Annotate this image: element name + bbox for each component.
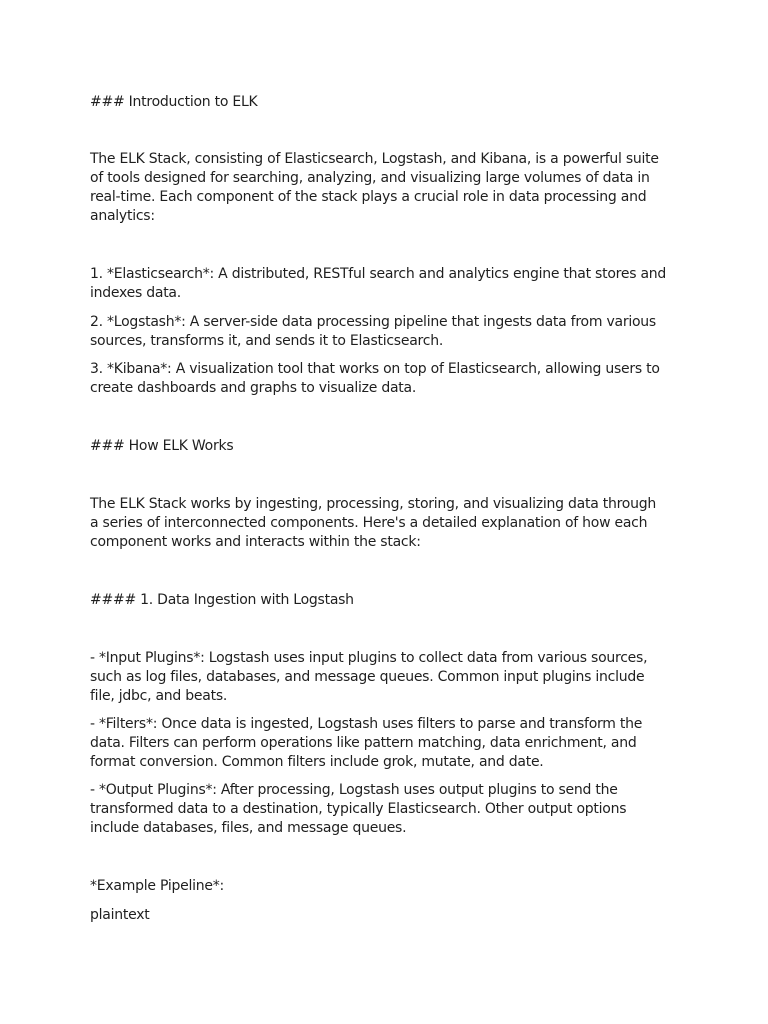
intro-paragraph-line: of tools designed for searching, analyzing, and visualizing large volumes of data in: [90, 170, 650, 186]
bullet-filters-line: format conversion. Common filters include grok, mutate, and date.: [90, 754, 544, 770]
bullet-output-plugins-line: transformed data to a destination, typically Elasticsearch. Other output options: [90, 801, 627, 817]
bullet-output-plugins-line: include databases, files, and message queues.: [90, 820, 407, 836]
how-paragraph-line: a series of interconnected components. Here's a detailed explanation of how each: [90, 515, 648, 531]
bullet-filters-line: data. Filters can perform operations like pattern matching, data enrichment, and: [90, 735, 637, 751]
heading-how-elk-works: ### How ELK Works: [90, 438, 234, 454]
bullet-input-plugins-line: such as log files, databases, and message queues. Common input plugins include: [90, 669, 645, 685]
how-paragraph-line: The ELK Stack works by ingesting, processing, storing, and visualizing data through: [90, 496, 656, 512]
intro-paragraph-line: analytics:: [90, 208, 155, 224]
how-paragraph-line: component works and interacts within the stack:: [90, 534, 421, 550]
heading-introduction: ### Introduction to ELK: [90, 94, 258, 110]
intro-paragraph-line: real-time. Each component of the stack plays a crucial role in data processing and: [90, 189, 647, 205]
bullet-input-plugins-line: file, jdbc, and beats.: [90, 688, 228, 704]
bullet-input-plugins-line: - *Input Plugins*: Logstash uses input plugins to collect data from various sources,: [90, 650, 648, 666]
heading-data-ingestion: #### 1. Data Ingestion with Logstash: [90, 592, 354, 608]
bullet-output-plugins-line: - *Output Plugins*: After processing, Logstash uses output plugins to send the: [90, 782, 618, 798]
component-logstash-line: sources, transforms it, and sends it to Elasticsearch.: [90, 333, 444, 349]
component-elasticsearch-line: indexes data.: [90, 285, 181, 301]
code-language-label: plaintext: [90, 907, 150, 923]
example-pipeline-label: *Example Pipeline*:: [90, 878, 224, 894]
component-elasticsearch-line: 1. *Elasticsearch*: A distributed, RESTful search and analytics engine that stores and: [90, 266, 667, 282]
component-kibana-line: 3. *Kibana*: A visualization tool that works on top of Elasticsearch, allowing users to: [90, 361, 660, 377]
intro-paragraph-line: The ELK Stack, consisting of Elasticsearch, Logstash, and Kibana, is a powerful suite: [90, 151, 659, 167]
component-logstash-line: 2. *Logstash*: A server-side data processing pipeline that ingests data from various: [90, 314, 656, 330]
component-kibana-line: create dashboards and graphs to visualize data.: [90, 380, 417, 396]
bullet-filters-line: - *Filters*: Once data is ingested, Logstash uses filters to parse and transform the: [90, 716, 643, 732]
